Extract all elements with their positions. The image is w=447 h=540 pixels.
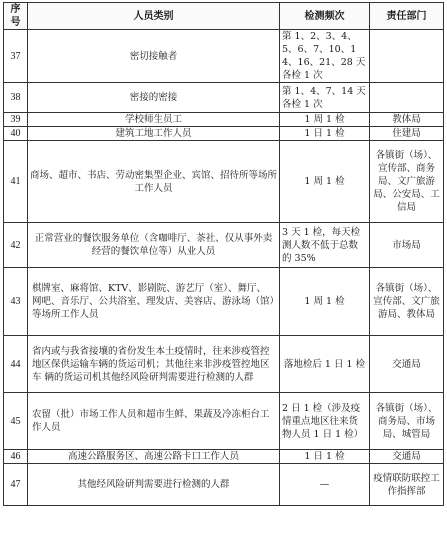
row-department: 疫情联防联控工作指挥部: [370, 464, 444, 506]
row-category: 棋牌室、麻将馆、KTV、影剧院、游艺厅（室）、舞厅、 网吧、音乐厅、公共浴室、理发店、美容店、游泳场（馆）等场所工作人员: [28, 268, 280, 336]
row-category: 建筑工地工作人员: [28, 127, 280, 141]
row-category: 密接的密接: [28, 83, 280, 113]
row-frequency: 第 1、4、7、14 天各检 1 次: [280, 83, 370, 113]
header-category: 人员类别: [28, 3, 280, 30]
row-category: 省内或与我省接壤的省份发生本土疫情时，往来涉疫管控 地区保供运输车辆的货运司机；其他往来非涉疫管控地区车 辆的货运司机其他经风险研判需要进行检测的人群: [28, 336, 280, 393]
row-department: 各镇街（场）、宣传部、商务局、文广旅游局、公安局、工信局: [370, 141, 444, 223]
header-frequency: 检测频次: [280, 3, 370, 30]
testing-table-container: [3, 2, 444, 506]
row-frequency: 1 日 1 检: [280, 127, 370, 141]
row-no: 40: [4, 127, 28, 141]
row-category: 密切接触者: [28, 30, 280, 83]
row-frequency: 第 1、2、3、4、5、6、7、10、14、16、21、28 天各检 1 次: [280, 30, 370, 83]
testing-frequency-table: [3, 2, 444, 506]
row-no: 44: [4, 336, 28, 393]
row-no: 39: [4, 113, 28, 127]
table-row: [4, 141, 444, 223]
row-no: 37: [4, 30, 28, 83]
row-category: 高速公路服务区、高速公路卡口工作人员: [28, 450, 280, 464]
row-no: 46: [4, 450, 28, 464]
row-department: 住建局: [370, 127, 444, 141]
table-row: [4, 83, 444, 113]
table-header-row: [4, 3, 444, 30]
table-row: [4, 223, 444, 268]
header-department: 责任部门: [370, 3, 444, 30]
table-row: [4, 113, 444, 127]
table-row: [4, 127, 444, 141]
table-row: [4, 393, 444, 450]
row-department: 交通局: [370, 450, 444, 464]
row-department: 市场局: [370, 223, 444, 268]
row-no: 43: [4, 268, 28, 336]
row-category: 其他经风险研判需要进行检测的人群: [28, 464, 280, 506]
table-row: [4, 30, 444, 83]
row-department: [370, 30, 444, 83]
row-frequency: 3 天 1 检，每天检测人数不低于总数的 35%: [280, 223, 370, 268]
row-department: 各镇街（场）、商务局、市场局、城管局: [370, 393, 444, 450]
row-frequency: 落地检后 1 日 1 检: [280, 336, 370, 393]
row-frequency: —: [280, 464, 370, 506]
row-frequency: 1 周 1 检: [280, 113, 370, 127]
row-no: 41: [4, 141, 28, 223]
row-frequency: 2 日 1 检（涉及疫情重点地区往来货物人员 1 日 1 检）: [280, 393, 370, 450]
header-no: 序号: [4, 3, 28, 30]
row-no: 45: [4, 393, 28, 450]
table-row: [4, 268, 444, 336]
row-no: 42: [4, 223, 28, 268]
row-category: 学校师生员工: [28, 113, 280, 127]
row-no: 38: [4, 83, 28, 113]
row-department: 交通局: [370, 336, 444, 393]
row-category: 农留（批）市场工作人员和超市生鲜、果蔬及冷冻柜台工作人员: [28, 393, 280, 450]
table-row: [4, 464, 444, 506]
row-frequency: 1 日 1 检: [280, 450, 370, 464]
row-frequency: 1 周 1 检: [280, 268, 370, 336]
table-row: [4, 450, 444, 464]
table-row: [4, 336, 444, 393]
row-department: 教体局: [370, 113, 444, 127]
row-category: 商场、超市、书店、劳动密集型企业、宾馆、招待所等场所工作人员: [28, 141, 280, 223]
row-department: 各镇街（场）、宣传部、文广旅游局、教体局: [370, 268, 444, 336]
row-category: 正常营业的餐饮服务单位（含咖啡厅、茶社、仅从事外卖 经营的餐饮单位等）从业人员: [28, 223, 280, 268]
row-frequency: 1 周 1 检: [280, 141, 370, 223]
row-no: 47: [4, 464, 28, 506]
row-department: [370, 83, 444, 113]
